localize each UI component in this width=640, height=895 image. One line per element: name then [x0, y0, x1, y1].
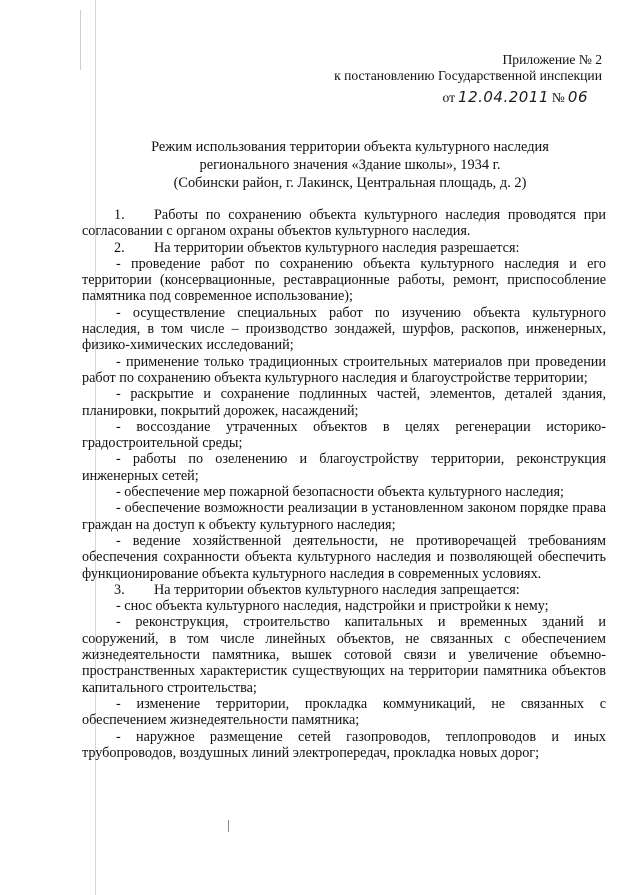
document-body	[82, 207, 606, 761]
appendix-header	[334, 52, 602, 84]
item-3	[82, 582, 606, 598]
allowed-item: - ведение хозяйственной деятельности, не противоречащей требованиям обеспечения сохранности объекта культурного наследия и позволяющей обеспечить функционирование объекта культурного наследия в современных условиях.	[82, 532, 606, 582]
item-2	[82, 240, 606, 256]
date-number-line	[442, 88, 588, 106]
appendix-line-2: к постановлению Государственной инспекции	[334, 68, 602, 83]
item-1	[82, 207, 606, 240]
title-line-3: (Собински район, г. Лакинск, Центральная площадь, д. 2)	[173, 175, 527, 191]
item-3-text: На территории объектов культурного наследия запрещается:	[154, 581, 520, 598]
title-line-1: Режим использования территории объекта культурного наследия	[151, 139, 549, 155]
title-line-2: регионального значения «Здание школы», 1934 г.	[199, 157, 501, 173]
prohibited-item: - изменение территории, прокладка коммуникаций, не связанных с обеспечением жизнедеятельности памятника;	[82, 695, 606, 729]
scan-margin-mark	[80, 10, 81, 70]
handwritten-number: 06	[567, 88, 588, 106]
scan-stray-mark	[228, 820, 229, 832]
allowed-item: - проведение работ по сохранению объекта культурного наследия и его территории (консервационные, реставрационные работы, ремонт, приспособление памятника под современное использование);	[82, 255, 606, 305]
item-1-text: Работы по сохранению объекта культурного наследия проводятся при согласовании с органом охраны объектов культурного наследия.	[82, 207, 606, 240]
allowed-item: - обеспечение возможности реализации в установленном законом порядке права граждан на доступ к объекту культурного наследия;	[82, 500, 606, 533]
allowed-item: - работы по озеленению и благоустройству территории, реконструкция инженерных сетей;	[82, 451, 606, 484]
handwritten-date: 12.04.2011	[458, 88, 549, 106]
allowed-item: - обеспечение мер пожарной безопасности объекта культурного наследия;	[116, 484, 564, 501]
item-2-text: На территории объектов культурного наследия разрешается:	[154, 239, 520, 256]
date-prefix: от	[442, 90, 456, 105]
allowed-item: - воссоздание утраченных объектов в целях регенерации историко-градостроительной среды;	[82, 418, 606, 452]
item-2-number: 2.	[114, 239, 125, 256]
appendix-line-1: Приложение № 2	[502, 52, 602, 67]
document-title	[80, 138, 620, 192]
prohibited-item: - наружное размещение сетей газопроводов, теплопроводов и иных трубопроводов, воздушных линий электропередач, прокладка новых дорог;	[82, 728, 606, 761]
prohibited-item: - снос объекта культурного наследия, надстройки и пристройки к нему;	[116, 598, 549, 615]
prohibited-item: - реконструкция, строительство капитальных и временных зданий и сооружений, в том числе линейных объектов, не связанных с обеспечением жизнедеятельности памятника, вышек сотовой связи и увеличение объемно-пространственных характеристик существующих на территории памятника объектов капитального строительства;	[82, 614, 606, 696]
number-prefix: №	[551, 90, 565, 105]
allowed-item: - применение только традиционных строительных материалов при проведении работ по сохранению объекта культурного наследия и благоустройстве территории;	[82, 353, 606, 386]
item-1-number: 1.	[114, 207, 125, 223]
allowed-item: - осуществление специальных работ по изучению объекта культурного наследия, в том числе – производство зондажей, шурфов, раскопов, инженерных, физико-химических исследований;	[82, 304, 606, 354]
item-3-number: 3.	[114, 581, 125, 598]
allowed-item: - раскрытие и сохранение подлинных частей, элементов, деталей здания, планировки, покрытий дорожек, насаждений;	[82, 386, 606, 419]
